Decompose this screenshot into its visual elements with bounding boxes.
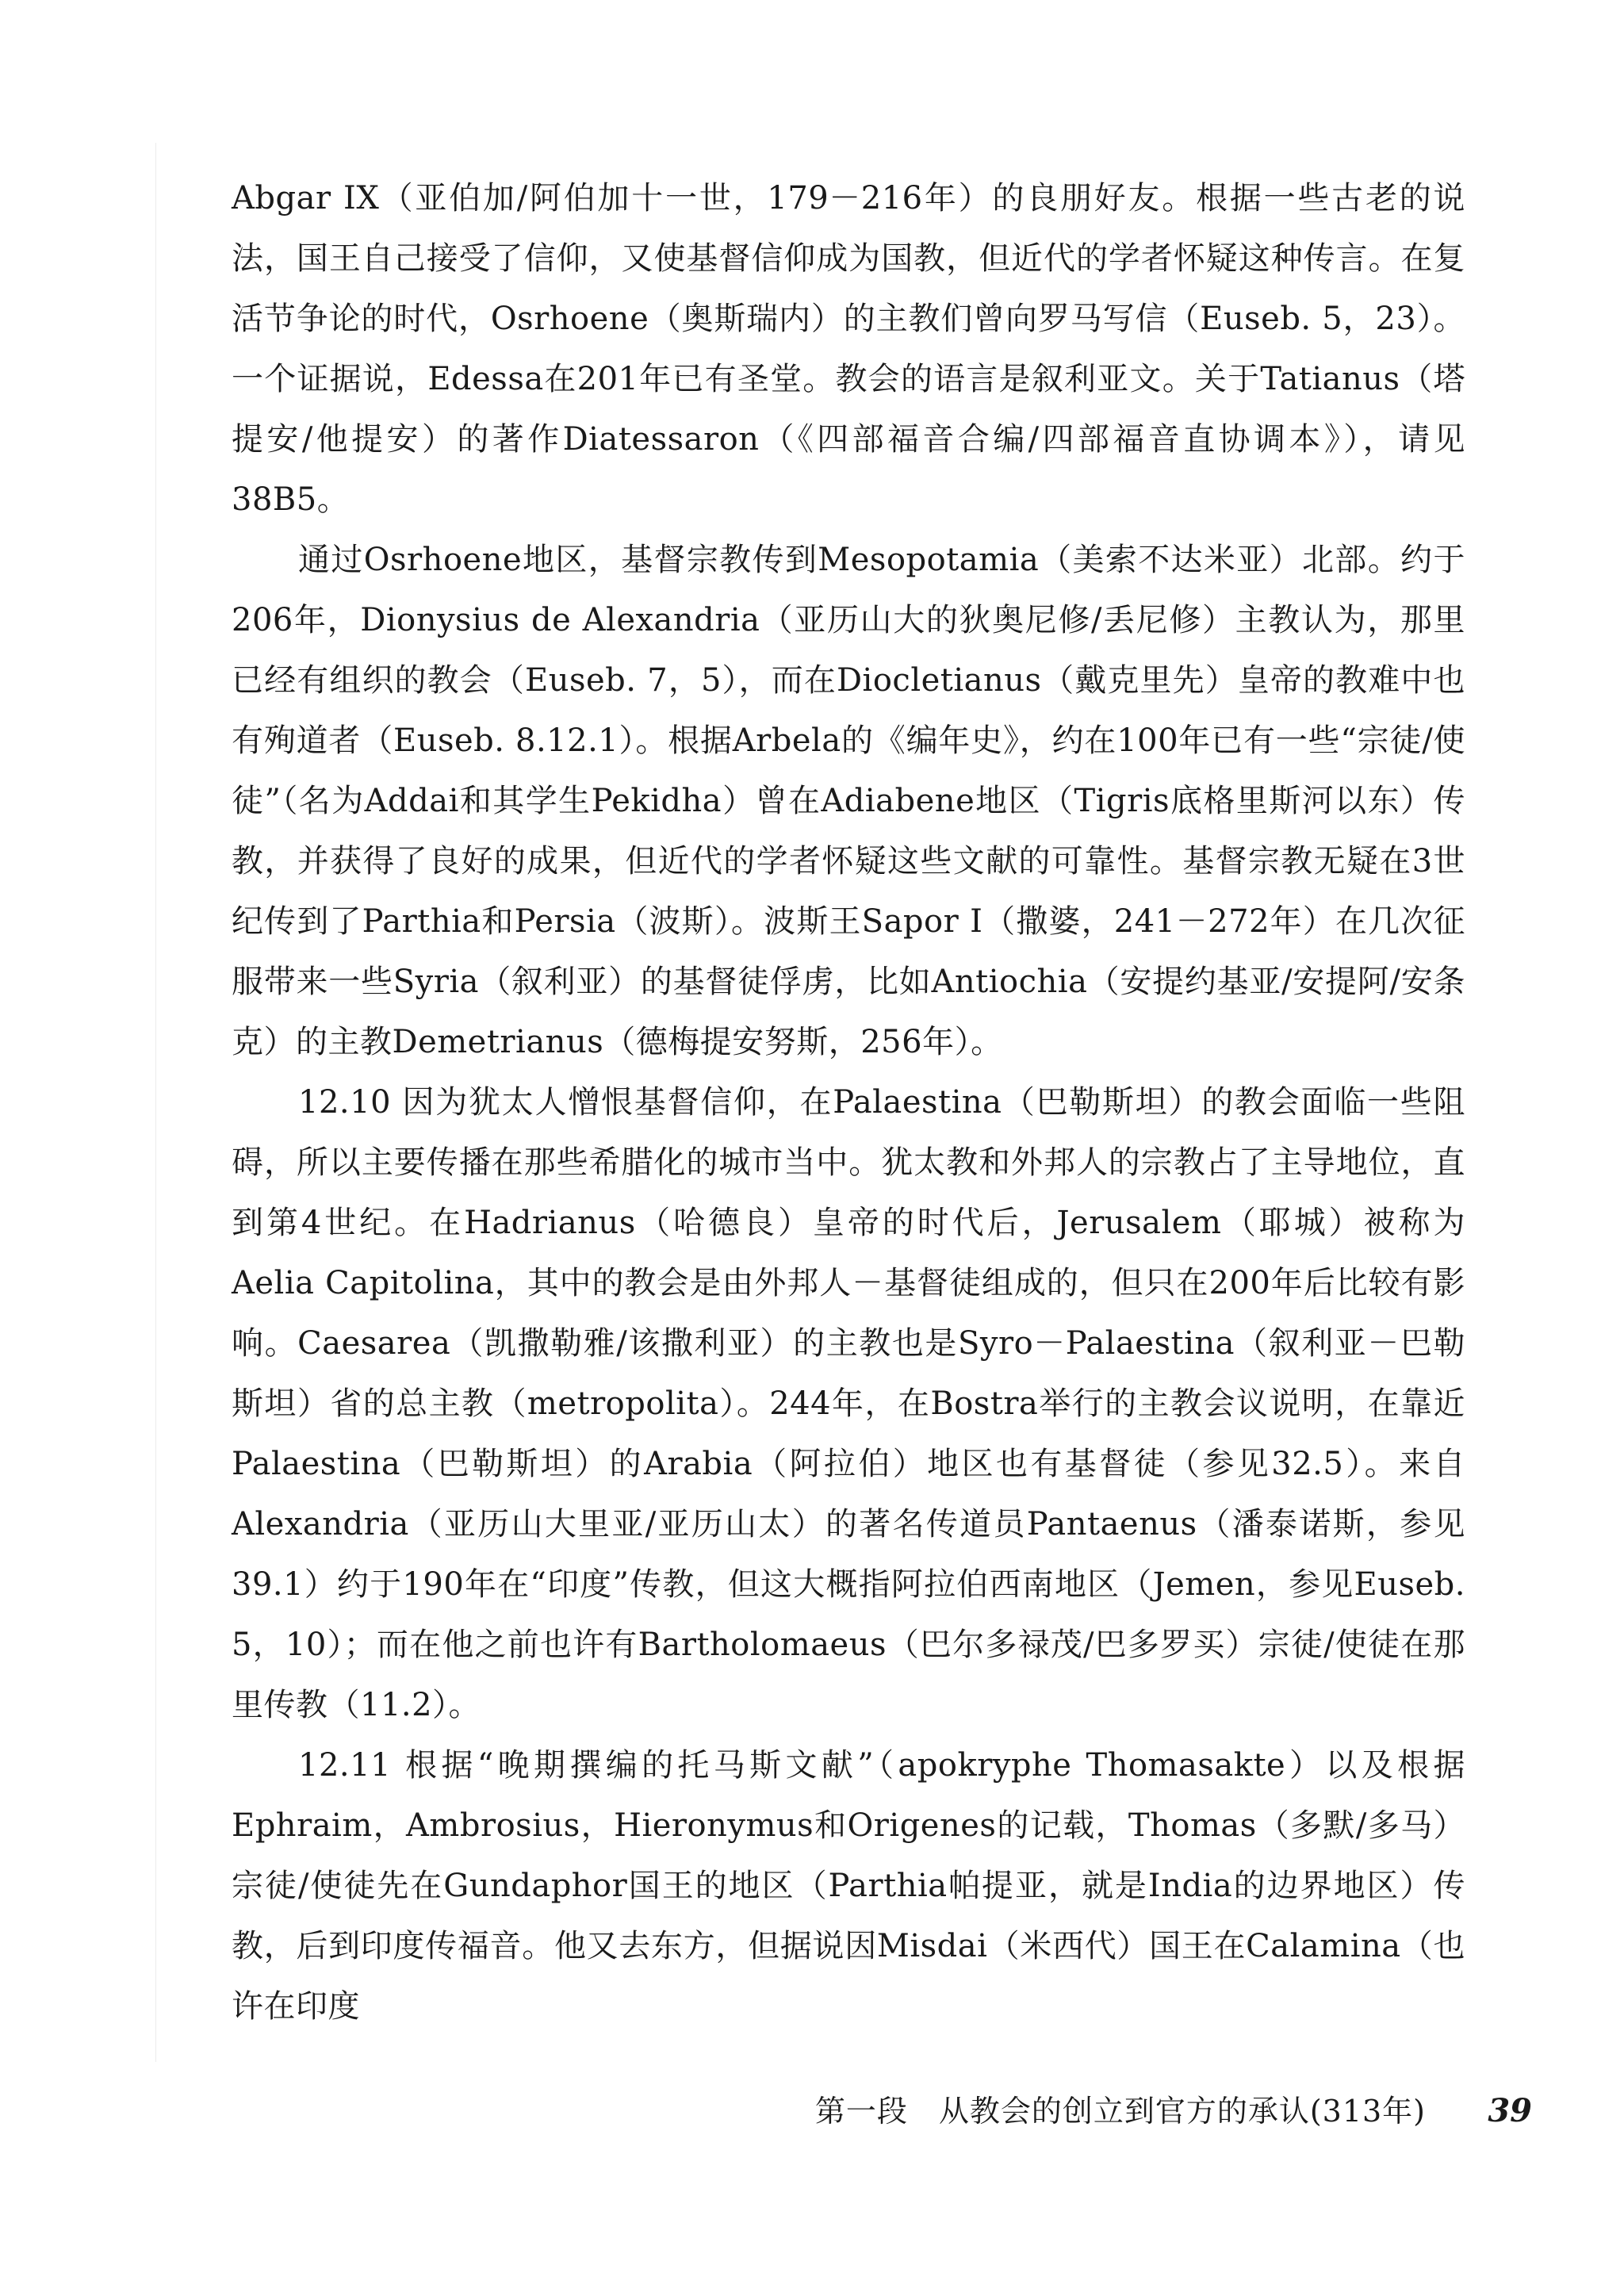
paragraph-1: Abgar IX（亚伯加/阿伯加十一世，179－216年）的良朋好友。根据一些古老的说法，国王自己接受了信仰，又使基督信仰成为国教，但近代的学者怀疑这种传言。在复活节争论的时代，Osrhoene（奥斯瑞内）的主教们曾向罗马写信（Euseb. 5，23）。一个证据说，Edessa在201年已有圣堂。教会的语言是叙利亚文。关于Tatianus（塔提安/他提安）的著作Diatessaron（《四部福音合编/四部福音直协调本》），请见38B5。 [232, 180, 1465, 518]
paragraph-4: 12.11 根据“晚期撰编的托马斯文献”（apokryphe Thomasakte）以及根据Ephraim，Ambrosius，Hieronymus和Origenes的记载，Thomas（多默/多马）宗徒/使徒先在Gundaphor国王的地区（Parthia帕提亚，就是India的边界地区）传教，后到印度传福音。他又去东方，但据说因Misdai（米西代）国王在Calamina（也许在印度 [232, 1747, 1465, 2025]
page-fold-shadow [155, 143, 156, 2062]
body-text [232, 168, 1465, 2037]
running-title: 第一段 从教会的创立到官方的承认(313年) [814, 2094, 1426, 2129]
page-number: 39 [1488, 2092, 1532, 2129]
paragraph-3: 12.10 因为犹太人憎恨基督信仰，在Palaestina（巴勒斯坦）的教会面临一些阻碍，所以主要传播在那些希腊化的城市当中。犹太教和外邦人的宗教占了主导地位，直到第4世纪。在Hadrianus（哈德良）皇帝的时代后，Jerusalem（耶城）被称为Aelia Capitolina，其中的教会是由外邦人－基督徒组成的，但只在200年后比较有影响。Caesarea（凯撒勒雅/该撒利亚）的主教也是Syro－Palaestina（叙利亚－巴勒斯坦）省的总主教（metropolita）。244年，在Bostra举行的主教会议说明，在靠近Palaestina（巴勒斯坦）的Arabia（阿拉伯）地区也有基督徒（参见32.5）。来自Alexandria（亚历山大里亚/亚历山太）的著名传道员Pantaenus（潘泰诺斯，参见39.1）约于190年在“印度”传教，但这大概指阿拉伯西南地区（Jemen，参见Euseb. 5，10）；而在他之前也许有Bartholomaeus（巴尔多禄茂/巴多罗买）宗徒/使徒在那里传教（11.2）。 [232, 1084, 1465, 1723]
page-footer [232, 2087, 1532, 2135]
paragraph-2: 通过Osrhoene地区，基督宗教传到Mesopotamia（美索不达米亚）北部。约于206年，Dionysius de Alexandria（亚历山大的狄奥尼修/丢尼修）主教认为，那里已经有组织的教会（Euseb. 7，5），而在Diocletianus（戴克里先）皇帝的教难中也有殉道者（Euseb. 8.12.1）。根据Arbela的《编年史》，约在100年已有一些“宗徒/使徒”（名为Addai和其学生Pekidha）曾在Adiabene地区（Tigris底格里斯河以东）传教，并获得了良好的成果，但近代的学者怀疑这些文献的可靠性。基督宗教无疑在3世纪传到了Parthia和Persia（波斯）。波斯王Sapor I（撒婆，241－272年）在几次征服带来一些Syria（叙利亚）的基督徒俘虏，比如Antiochia（安提约基亚/安提阿/安条克）的主教Demetrianus（德梅提安努斯，256年）。 [232, 542, 1465, 1060]
